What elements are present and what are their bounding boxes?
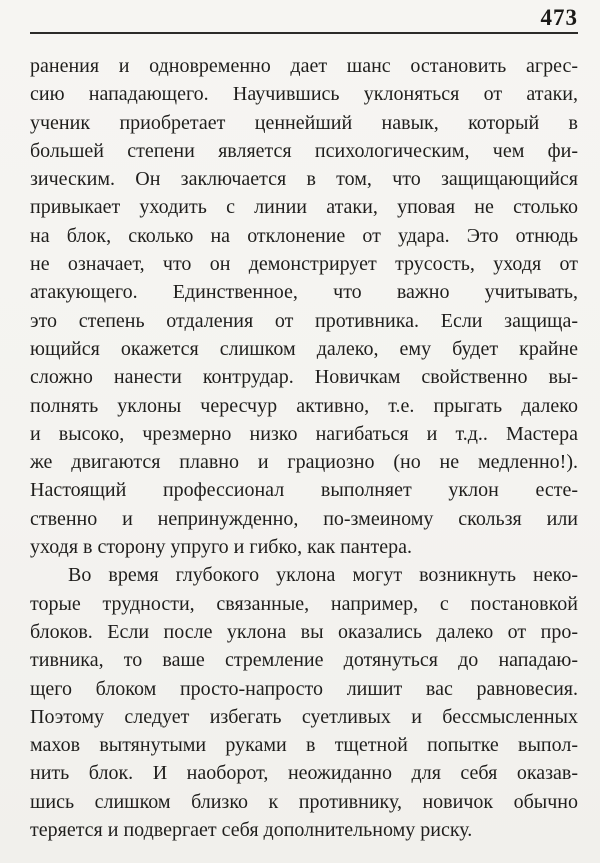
text-line: блоков. Если после уклона вы оказались далеко от про- [30, 620, 578, 643]
text-line: Настоящий профессионал выполняет уклон есте- [30, 479, 578, 502]
text-line: щего блоком просто-напросто лишит вас равновесия. [30, 677, 578, 700]
text-line: ственно и непринужденно, по-змеиному скользя или [30, 507, 578, 530]
text-line: шись слишком близко к противнику, новичок обычно [30, 790, 578, 813]
text-line: уходя в сторону упруго и гибко, как пантера. [30, 536, 412, 559]
text-line: зическим. Он заключается в том, что защищающийся [30, 168, 578, 191]
text-line: и высоко, чрезмерно низко нагибаться и т.д.. Мастера [30, 422, 578, 445]
paragraph-2 [30, 561, 578, 844]
paragraph-1 [30, 52, 578, 561]
text-line: нить блок. И наоборот, неожиданно для себя оказав- [30, 762, 578, 785]
text-line: сложно нанести контрудар. Новичкам свойственно вы- [30, 366, 578, 389]
text-line: Во время глубокого уклона могут возникнуть неко- [68, 564, 578, 587]
text-line: на блок, сколько на отклонение от удара. Это отнюдь [30, 224, 578, 247]
text-line: Поэтому следует избегать суетливых и бессмысленных [30, 705, 578, 728]
text-line: привыкает уходить с линии атаки, уповая не столько [30, 196, 578, 219]
text-line: не означает, что он демонстрирует трусость, уходя от [30, 253, 578, 276]
text-line: торые трудности, связанные, например, с постановкой [30, 592, 578, 615]
text-line: теряется и подвергает себя дополнительному риску. [30, 819, 473, 842]
header-rule [30, 32, 578, 34]
body-text [30, 52, 578, 844]
text-line: ющийся окажется слишком далеко, ему будет крайне [30, 337, 578, 360]
text-line: атакующего. Единственное, что важно учитывать, [30, 281, 578, 304]
page-header [30, 5, 578, 31]
text-line: большей степени является психологическим, чем фи- [30, 139, 578, 162]
text-line: махов вытянутыми руками в тщетной попытке выпол- [30, 734, 578, 757]
page-number: 473 [540, 5, 578, 30]
text-line: полнять уклоны чересчур активно, т.е. прыгать далеко [30, 394, 578, 417]
text-line: ранения и одновременно дает шанс остановить агрес- [30, 55, 578, 77]
text-line: тивника, то ваше стремление дотянуться до нападаю- [30, 649, 578, 672]
text-line: это степень отдаления от противника. Если защища- [30, 309, 578, 332]
text-line: ученик приобретает ценнейший навык, который в [30, 111, 578, 134]
text-line: же двигаются плавно и грациозно (но не медленно!). [30, 451, 578, 474]
text-line: сию нападающего. Научившись уклоняться от атаки, [30, 83, 578, 106]
